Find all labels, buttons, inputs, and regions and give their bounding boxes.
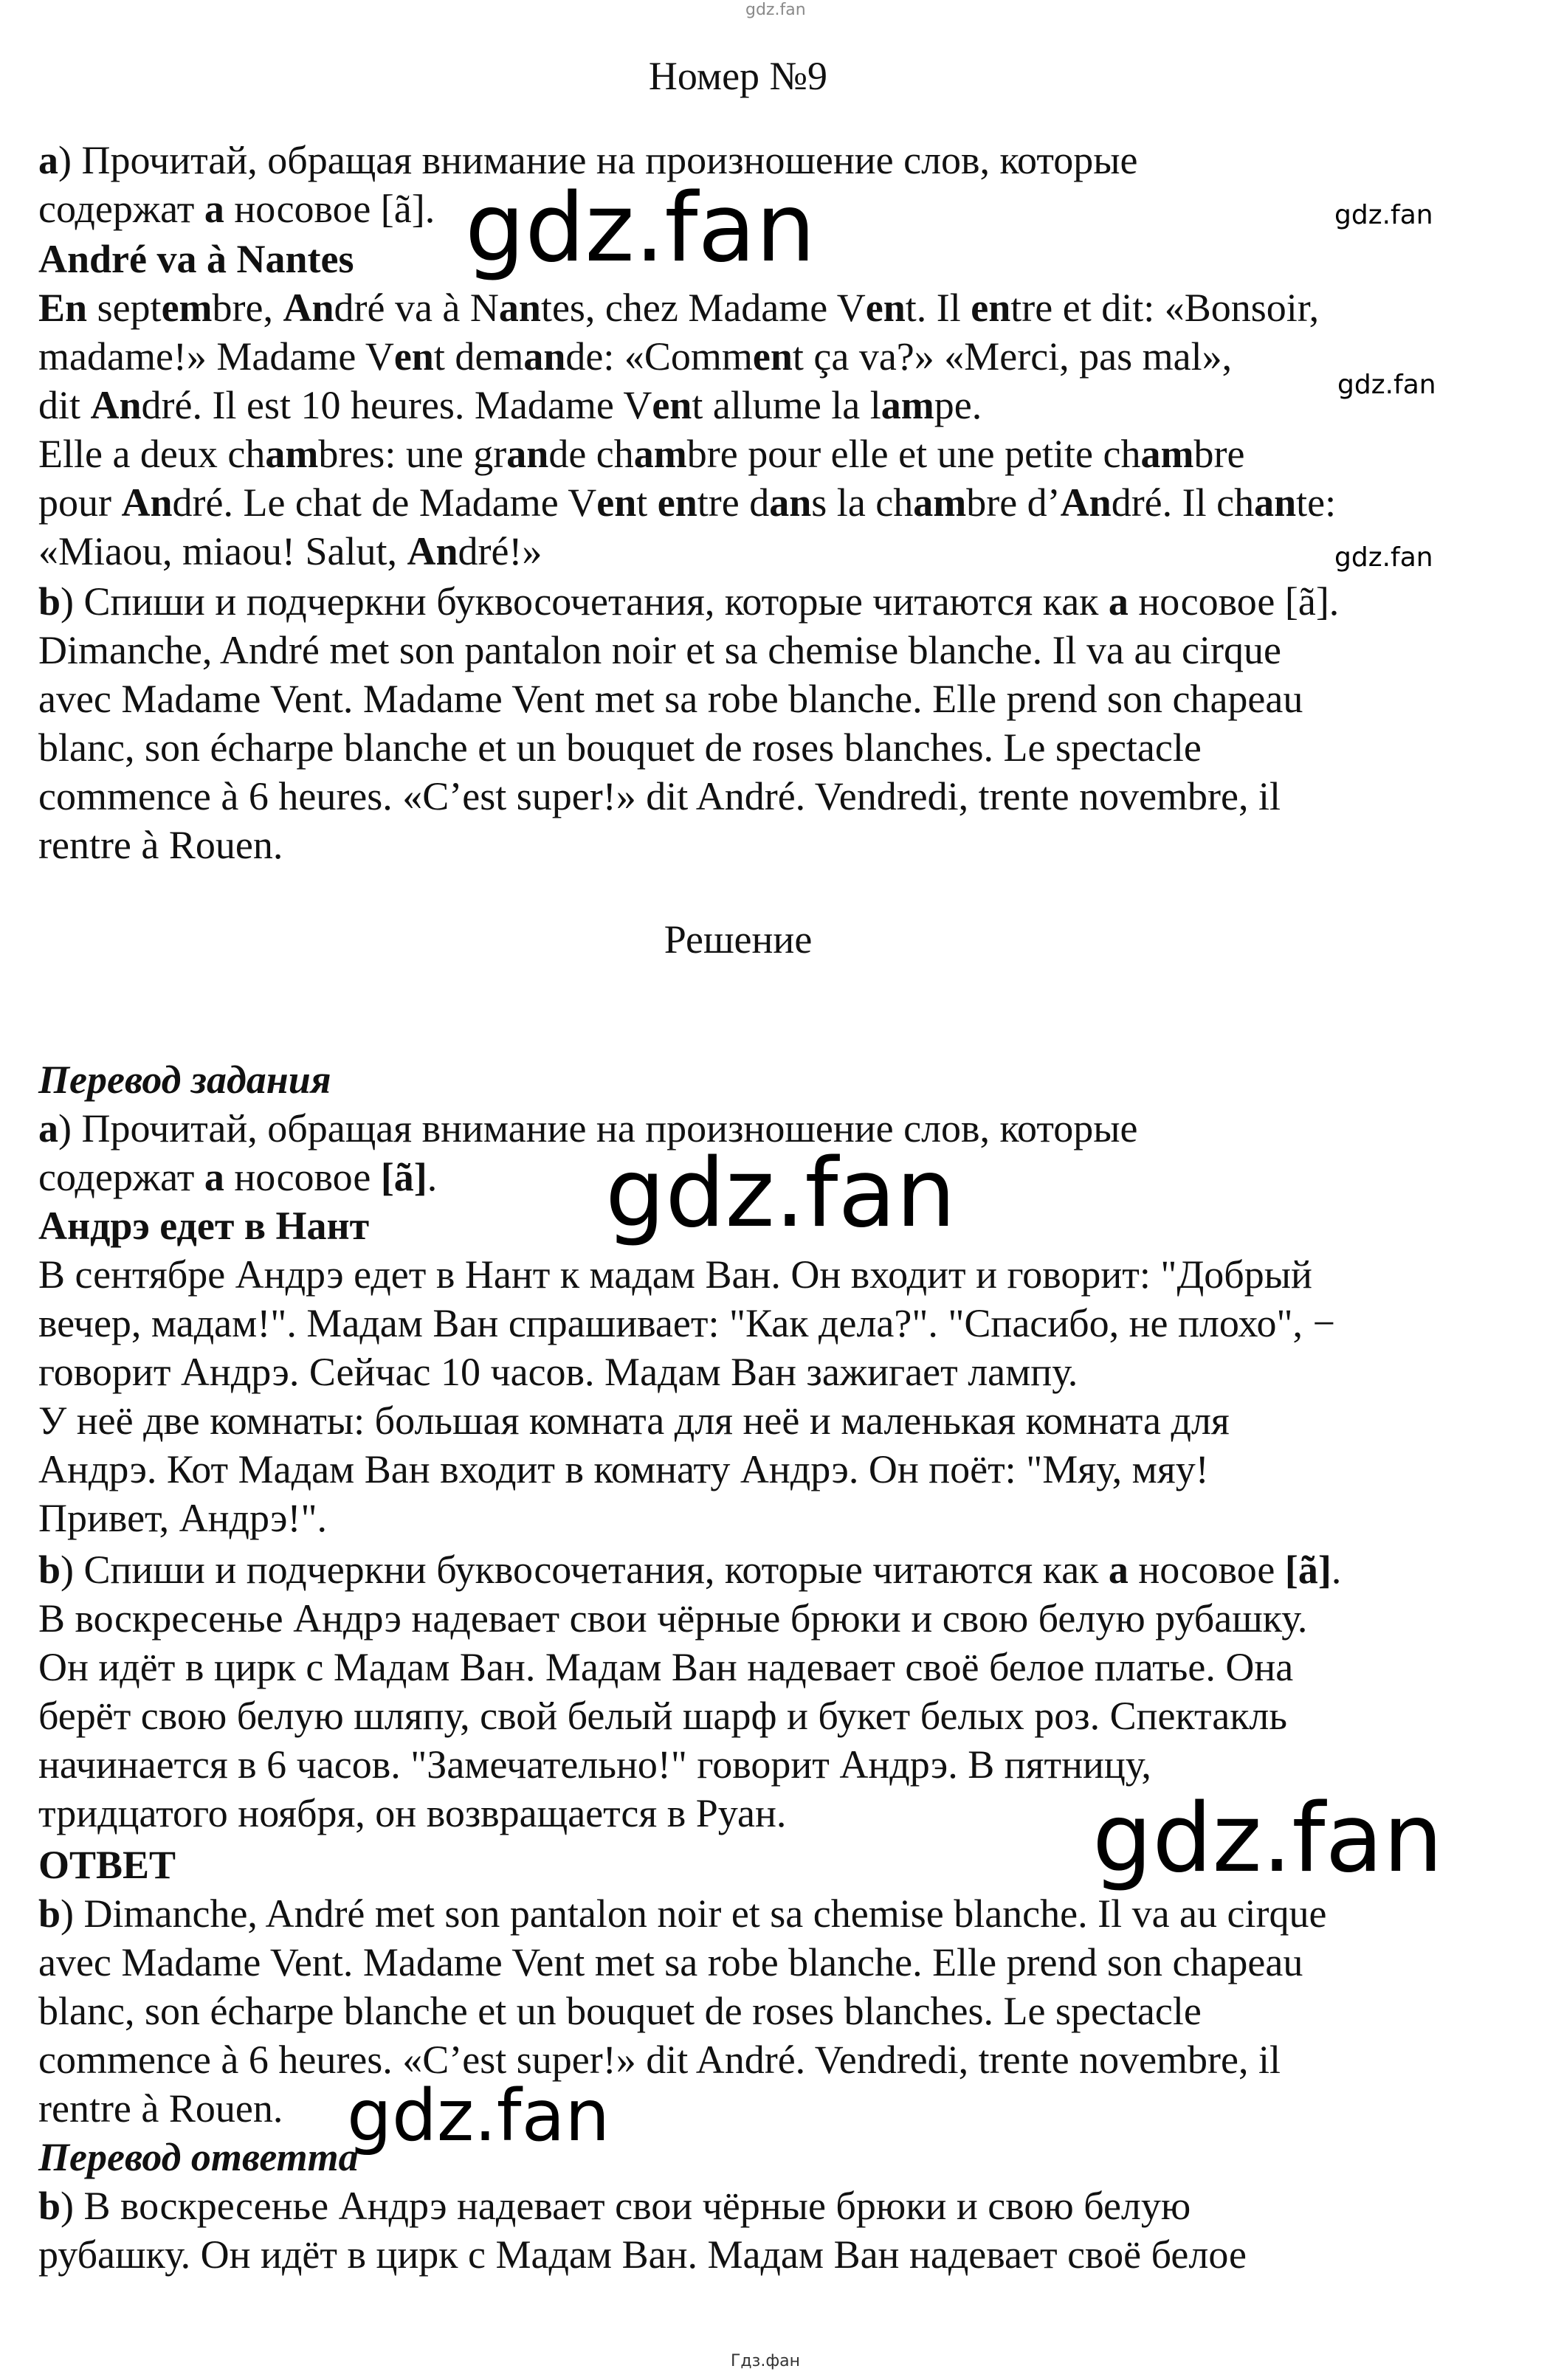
story-segment: de ch: [548, 432, 634, 476]
story-segment: am: [1140, 432, 1194, 476]
story-segment: en: [752, 334, 793, 379]
solution-heading: Решение: [664, 917, 813, 962]
story-line: [38, 527, 542, 576]
task-b-line: Dimanche, André met son pantalon noir et sa chemise blanche. Il va au cirque: [38, 628, 1281, 672]
answer-translation-heading: Перевод ответта: [38, 2135, 359, 2179]
story-segment: An: [90, 383, 142, 427]
task-b-line: blanc, son écharpe blanche et un bouquet de roses blanches. Le spectacle: [38, 725, 1202, 770]
story-segment: madame!» Madame V: [38, 334, 394, 379]
task-b-line: commence à 6 heures. «C’est super!» dit André. Vendredi, trente novembre, il: [38, 774, 1281, 818]
story-segment: t dem: [433, 334, 524, 379]
task-b-line: [38, 577, 1339, 626]
translation-b-line: начинается в 6 часов. "Замечательно!" говорит Андрэ. В пятницу,: [38, 1742, 1151, 1787]
story-segment: dré. Il ch: [1111, 480, 1255, 525]
translation-b-bold-a: а: [1108, 1548, 1129, 1592]
task-b-text-1: ) Спиши и подчеркни буквосочетания, которые читаются как: [61, 579, 1109, 624]
translation-b-line: берёт свою белую шляпу, свой белый шарф и букет белых роз. Спектакль: [38, 1694, 1288, 1738]
task-a-text-1: ) Прочитай, обращая внимание на произношение слов, которые: [58, 138, 1138, 182]
translation-b-bold-sound: [ã]: [1284, 1548, 1331, 1592]
story-segment: bre,: [212, 286, 283, 330]
watermark-small-2: gdz.fan: [1337, 370, 1436, 400]
story-segment: am: [633, 432, 687, 476]
task-a-line-2: [38, 184, 435, 233]
task-a-letter: a: [38, 138, 58, 182]
task-a-bold-a: a: [204, 187, 224, 231]
translation-b-line: тридцатого ноября, он возвращается в Руан.: [38, 1791, 787, 1835]
story-segment: em: [161, 286, 213, 330]
story-segment: te:: [1296, 480, 1337, 525]
story-segment: dré. Il est 10 heures. Madame V: [141, 383, 652, 427]
answer-letter: b: [38, 1891, 61, 1936]
answer-line: [38, 2035, 1281, 2084]
answer-text: rentre à Rouen.: [38, 2086, 283, 2131]
story-segment: An: [121, 480, 173, 525]
translation-b-line: [38, 1545, 1341, 1594]
story-segment: t allume la l: [692, 383, 881, 427]
answer-line: [38, 2084, 283, 2133]
answer-translation-text: ) В воскресенье Андрэ надевает свои чёрные брюки и свою белую: [61, 2184, 1191, 2228]
story-segment: an: [769, 480, 812, 525]
answer-translation-line: [38, 2230, 1247, 2279]
translation-story-line: В сентябре Андрэ едет в Нант к мадам Ван. Он входит и говорит: "Добрый: [38, 1252, 1312, 1297]
story-segment: en: [596, 480, 637, 525]
story-segment: an: [1254, 480, 1297, 525]
watermark-mid: gdz.fan: [347, 2074, 610, 2157]
story-segment: tre et dit: «Bonsoir,: [1010, 286, 1320, 330]
story-segment: am: [913, 480, 967, 525]
translation-a-text-2c: носовое: [224, 1155, 381, 1199]
task-a-text-2c: носовое [ã].: [224, 187, 435, 231]
translation-heading: Перевод задания: [38, 1058, 331, 1102]
story-segment: «Miaou, miaou! Salut,: [38, 529, 407, 573]
answer-text: commence à 6 heures. «C’est super!» dit André. Vendredi, trente novembre, il: [38, 2038, 1281, 2082]
story-segment: an: [506, 432, 549, 476]
story-segment: en: [652, 383, 692, 427]
task-b-text-3: носовое [ã].: [1128, 579, 1340, 624]
translation-a-line-2: [38, 1153, 437, 1201]
translation-story-title: Андрэ едет в Нант: [38, 1204, 370, 1248]
translation-b-letter: b: [38, 1548, 61, 1592]
translation-b-text-5: .: [1331, 1548, 1342, 1592]
story-segment: dit: [38, 383, 91, 427]
answer-translation-line: [38, 2181, 1191, 2230]
story-line: [38, 283, 1319, 332]
story-segment: am: [265, 432, 319, 476]
story-segment: t: [636, 480, 658, 525]
story-segment: en: [971, 286, 1011, 330]
task-a-text-2a: содержат: [38, 187, 204, 231]
story-segment: en: [393, 334, 434, 379]
story-segment: bre pour elle et une petite ch: [686, 432, 1141, 476]
story-segment: t. Il: [905, 286, 971, 330]
story-segment: pe.: [934, 383, 982, 427]
story-segment: bre: [1193, 432, 1245, 476]
story-segment: en: [657, 480, 697, 525]
story-segment: dré. Le chat de Madame V: [172, 480, 597, 525]
translation-a-line-1: [38, 1104, 1137, 1153]
translation-a-text-2a: содержат: [38, 1155, 204, 1199]
translation-story-line: Андрэ. Кот Мадам Ван входит в комнату Андрэ. Он поёт: "Мяу, мяу!: [38, 1447, 1209, 1491]
answer-text: blanc, son écharpe blanche et un bouquet de roses blanches. Le spectacle: [38, 1989, 1202, 2033]
task-b-letter: b: [38, 579, 61, 624]
translation-story-line: Привет, Андрэ!".: [38, 1496, 327, 1540]
story-segment: An: [283, 286, 334, 330]
answer-line: [38, 1938, 1303, 1987]
story-line: [38, 478, 1336, 527]
answer-translation-letter: b: [38, 2184, 61, 2228]
page-title: Номер №9: [648, 54, 828, 98]
story-segment: Elle a deux ch: [38, 432, 266, 476]
answer-line: [38, 1987, 1202, 2035]
footer-watermark: Гдз.фан: [731, 2352, 800, 2370]
watermark-small-3: gdz.fan: [1334, 542, 1433, 573]
translation-story-line: говорит Андрэ. Сейчас 10 часов. Мадам Ван зажигает лампу.: [38, 1350, 1078, 1394]
translation-a-text-1: ) Прочитай, обращая внимание на произношение слов, которые: [58, 1106, 1138, 1151]
translation-b-text-3: носовое: [1128, 1548, 1285, 1592]
watermark-large-3: gdz.fan: [1092, 1784, 1443, 1894]
translation-b-line: Он идёт в цирк с Мадам Ван. Мадам Ван надевает своё белое платье. Она: [38, 1645, 1294, 1689]
watermark-large-1: gdz.fan: [465, 173, 816, 283]
task-b-line: rentre à Rouen.: [38, 823, 283, 867]
story-segment: bre d’: [966, 480, 1061, 525]
story-line: [38, 430, 1244, 478]
story-segment: An: [1060, 480, 1112, 525]
story-segment: dré va à N: [334, 286, 499, 330]
translation-a-bold-sound: [ã]: [380, 1155, 427, 1199]
answer-text: ) Dimanche, André met son pantalon noir et sa chemise blanche. Il va au cirque: [61, 1891, 1327, 1936]
story-segment: An: [407, 529, 458, 573]
story-line: [38, 332, 1232, 381]
story-segment: an: [523, 334, 566, 379]
story-segment: t ça va?» «Merci, pas mal»,: [792, 334, 1233, 379]
translation-b-text-1: ) Спиши и подчеркни буквосочетания, которые читаются как: [61, 1548, 1109, 1592]
translation-b-line: В воскресенье Андрэ надевает свои чёрные брюки и свою белую рубашку.: [38, 1596, 1308, 1641]
story-segment: dré!»: [458, 529, 542, 573]
translation-a-letter: a: [38, 1106, 58, 1151]
story-segment: pour: [38, 480, 122, 525]
story-segment: En: [38, 286, 88, 330]
answer-text: avec Madame Vent. Madame Vent met sa robe blanche. Elle prend son chapeau: [38, 1940, 1303, 1984]
answer-translation-text: рубашку. Он идёт в цирк с Мадам Ван. Мадам Ван надевает своё белое: [38, 2232, 1247, 2277]
answer-line: [38, 1889, 1326, 1938]
answer-heading: ОТВЕТ: [38, 1843, 176, 1887]
watermark-small-1: gdz.fan: [1334, 200, 1433, 230]
translation-a-text-2e: .: [427, 1155, 438, 1199]
story-title: André va à Nantes: [38, 237, 354, 281]
task-b-bold-a: a: [1108, 579, 1129, 624]
story-line: [38, 381, 982, 430]
story-segment: s la ch: [811, 480, 914, 525]
top-watermark: gdz.fan: [745, 1, 806, 19]
story-segment: bres: une gr: [318, 432, 507, 476]
story-segment: sept: [87, 286, 162, 330]
story-segment: tre d: [697, 480, 770, 525]
story-segment: de: «Comm: [565, 334, 753, 379]
translation-story-line: вечер, мадам!". Мадам Ван спрашивает: "Как дела?". "Спасибо, не плохо", −: [38, 1301, 1335, 1345]
watermark-large-2: gdz.fan: [605, 1139, 956, 1249]
story-segment: en: [865, 286, 906, 330]
translation-a-bold-a: а: [204, 1155, 224, 1199]
story-segment: am: [881, 383, 934, 427]
task-b-line: avec Madame Vent. Madame Vent met sa robe blanche. Elle prend son chapeau: [38, 677, 1303, 721]
translation-story-line: У неё две комнаты: большая комната для неё и маленькая комната для: [38, 1398, 1230, 1443]
story-segment: an: [498, 286, 541, 330]
story-segment: tes, chez Madame V: [540, 286, 866, 330]
